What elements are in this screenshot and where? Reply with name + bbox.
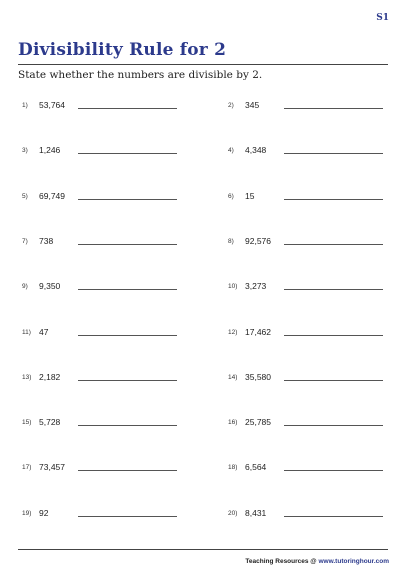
problem-item xyxy=(22,236,182,250)
problem-item xyxy=(228,372,388,386)
problem-number: 16) xyxy=(228,419,238,427)
instruction: State whether the numbers are divisible by 2. xyxy=(18,69,263,81)
answer-line[interactable] xyxy=(78,199,177,200)
problem-item xyxy=(22,462,182,476)
answer-line[interactable] xyxy=(284,335,383,336)
problem-number: 7) xyxy=(22,237,28,245)
problem-number: 13) xyxy=(22,373,32,381)
problem-item xyxy=(228,327,388,341)
set-label: S1 xyxy=(376,13,389,23)
problem-item xyxy=(228,145,388,159)
problem-number: 11) xyxy=(22,328,31,336)
answer-line[interactable] xyxy=(284,470,383,471)
problem-value: 345 xyxy=(245,100,260,110)
answer-line[interactable] xyxy=(78,335,177,336)
answer-line[interactable] xyxy=(78,425,177,426)
problem-item xyxy=(22,100,182,114)
answer-line[interactable] xyxy=(78,470,177,471)
problem-item xyxy=(228,236,388,250)
problem-value: 35,580 xyxy=(245,371,271,382)
problem-number: 17) xyxy=(22,464,32,472)
answer-line[interactable] xyxy=(284,380,383,381)
footer-prefix: Teaching Resources @ xyxy=(245,558,319,565)
problem-item xyxy=(228,281,388,295)
problem-number: 3) xyxy=(22,147,28,155)
problem-number: 12) xyxy=(228,328,238,336)
problem-item xyxy=(22,327,182,341)
problem-item xyxy=(228,417,388,431)
problem-value: 5,728 xyxy=(39,417,61,428)
problem-item xyxy=(228,462,388,476)
answer-line[interactable] xyxy=(284,199,383,200)
problem-number: 10) xyxy=(228,283,238,291)
answer-line[interactable] xyxy=(78,289,177,290)
problem-value: 53,764 xyxy=(39,100,65,110)
answer-line[interactable] xyxy=(78,108,177,109)
problem-value: 3,273 xyxy=(245,281,267,292)
problem-number: 19) xyxy=(22,509,32,517)
answer-line[interactable] xyxy=(78,380,177,381)
problem-item xyxy=(22,508,182,522)
problem-value: 738 xyxy=(39,235,54,246)
bottom-divider xyxy=(18,549,388,550)
problem-item xyxy=(228,508,388,522)
problem-number: 1) xyxy=(22,102,28,109)
answer-line[interactable] xyxy=(78,244,177,245)
problem-value: 15 xyxy=(245,190,255,201)
problem-value: 92 xyxy=(39,507,49,518)
footer xyxy=(245,558,389,565)
problem-number: 4) xyxy=(228,147,234,155)
problem-item xyxy=(22,417,182,431)
answer-line[interactable] xyxy=(78,153,177,154)
problem-number: 20) xyxy=(228,509,238,517)
problem-number: 18) xyxy=(228,464,238,472)
footer-site-link[interactable]: www.tutoringhour.com xyxy=(318,558,389,565)
problem-value: 92,576 xyxy=(245,235,271,246)
problem-number: 9) xyxy=(22,283,28,291)
problem-value: 1,246 xyxy=(39,145,61,156)
problem-item xyxy=(228,100,388,114)
problem-value: 6,564 xyxy=(245,462,267,473)
problem-number: 15) xyxy=(22,419,32,427)
problem-value: 2,182 xyxy=(39,371,61,382)
problem-value: 73,457 xyxy=(39,462,65,473)
problem-number: 2) xyxy=(228,102,234,109)
answer-line[interactable] xyxy=(284,516,383,517)
problem-value: 4,348 xyxy=(245,145,267,156)
problem-value: 25,785 xyxy=(245,417,271,428)
problem-item xyxy=(22,372,182,386)
problem-value: 47 xyxy=(39,326,49,337)
problem-value: 9,350 xyxy=(39,281,61,292)
problem-value: 17,462 xyxy=(245,326,271,337)
problem-item xyxy=(22,281,182,295)
problem-number: 8) xyxy=(228,237,234,245)
page-title: Divisibility Rule for 2 xyxy=(18,40,227,60)
problem-number: 6) xyxy=(228,192,234,200)
problem-item xyxy=(22,191,182,205)
problem-item xyxy=(22,145,182,159)
answer-line[interactable] xyxy=(284,108,383,109)
answer-line[interactable] xyxy=(284,425,383,426)
problem-item xyxy=(228,191,388,205)
answer-line[interactable] xyxy=(78,516,177,517)
answer-line[interactable] xyxy=(284,153,383,154)
answer-line[interactable] xyxy=(284,289,383,290)
answer-line[interactable] xyxy=(284,244,383,245)
problem-value: 8,431 xyxy=(245,507,267,518)
problem-number: 14) xyxy=(228,373,238,381)
problem-number: 5) xyxy=(22,192,28,200)
problem-value: 69,749 xyxy=(39,190,65,201)
